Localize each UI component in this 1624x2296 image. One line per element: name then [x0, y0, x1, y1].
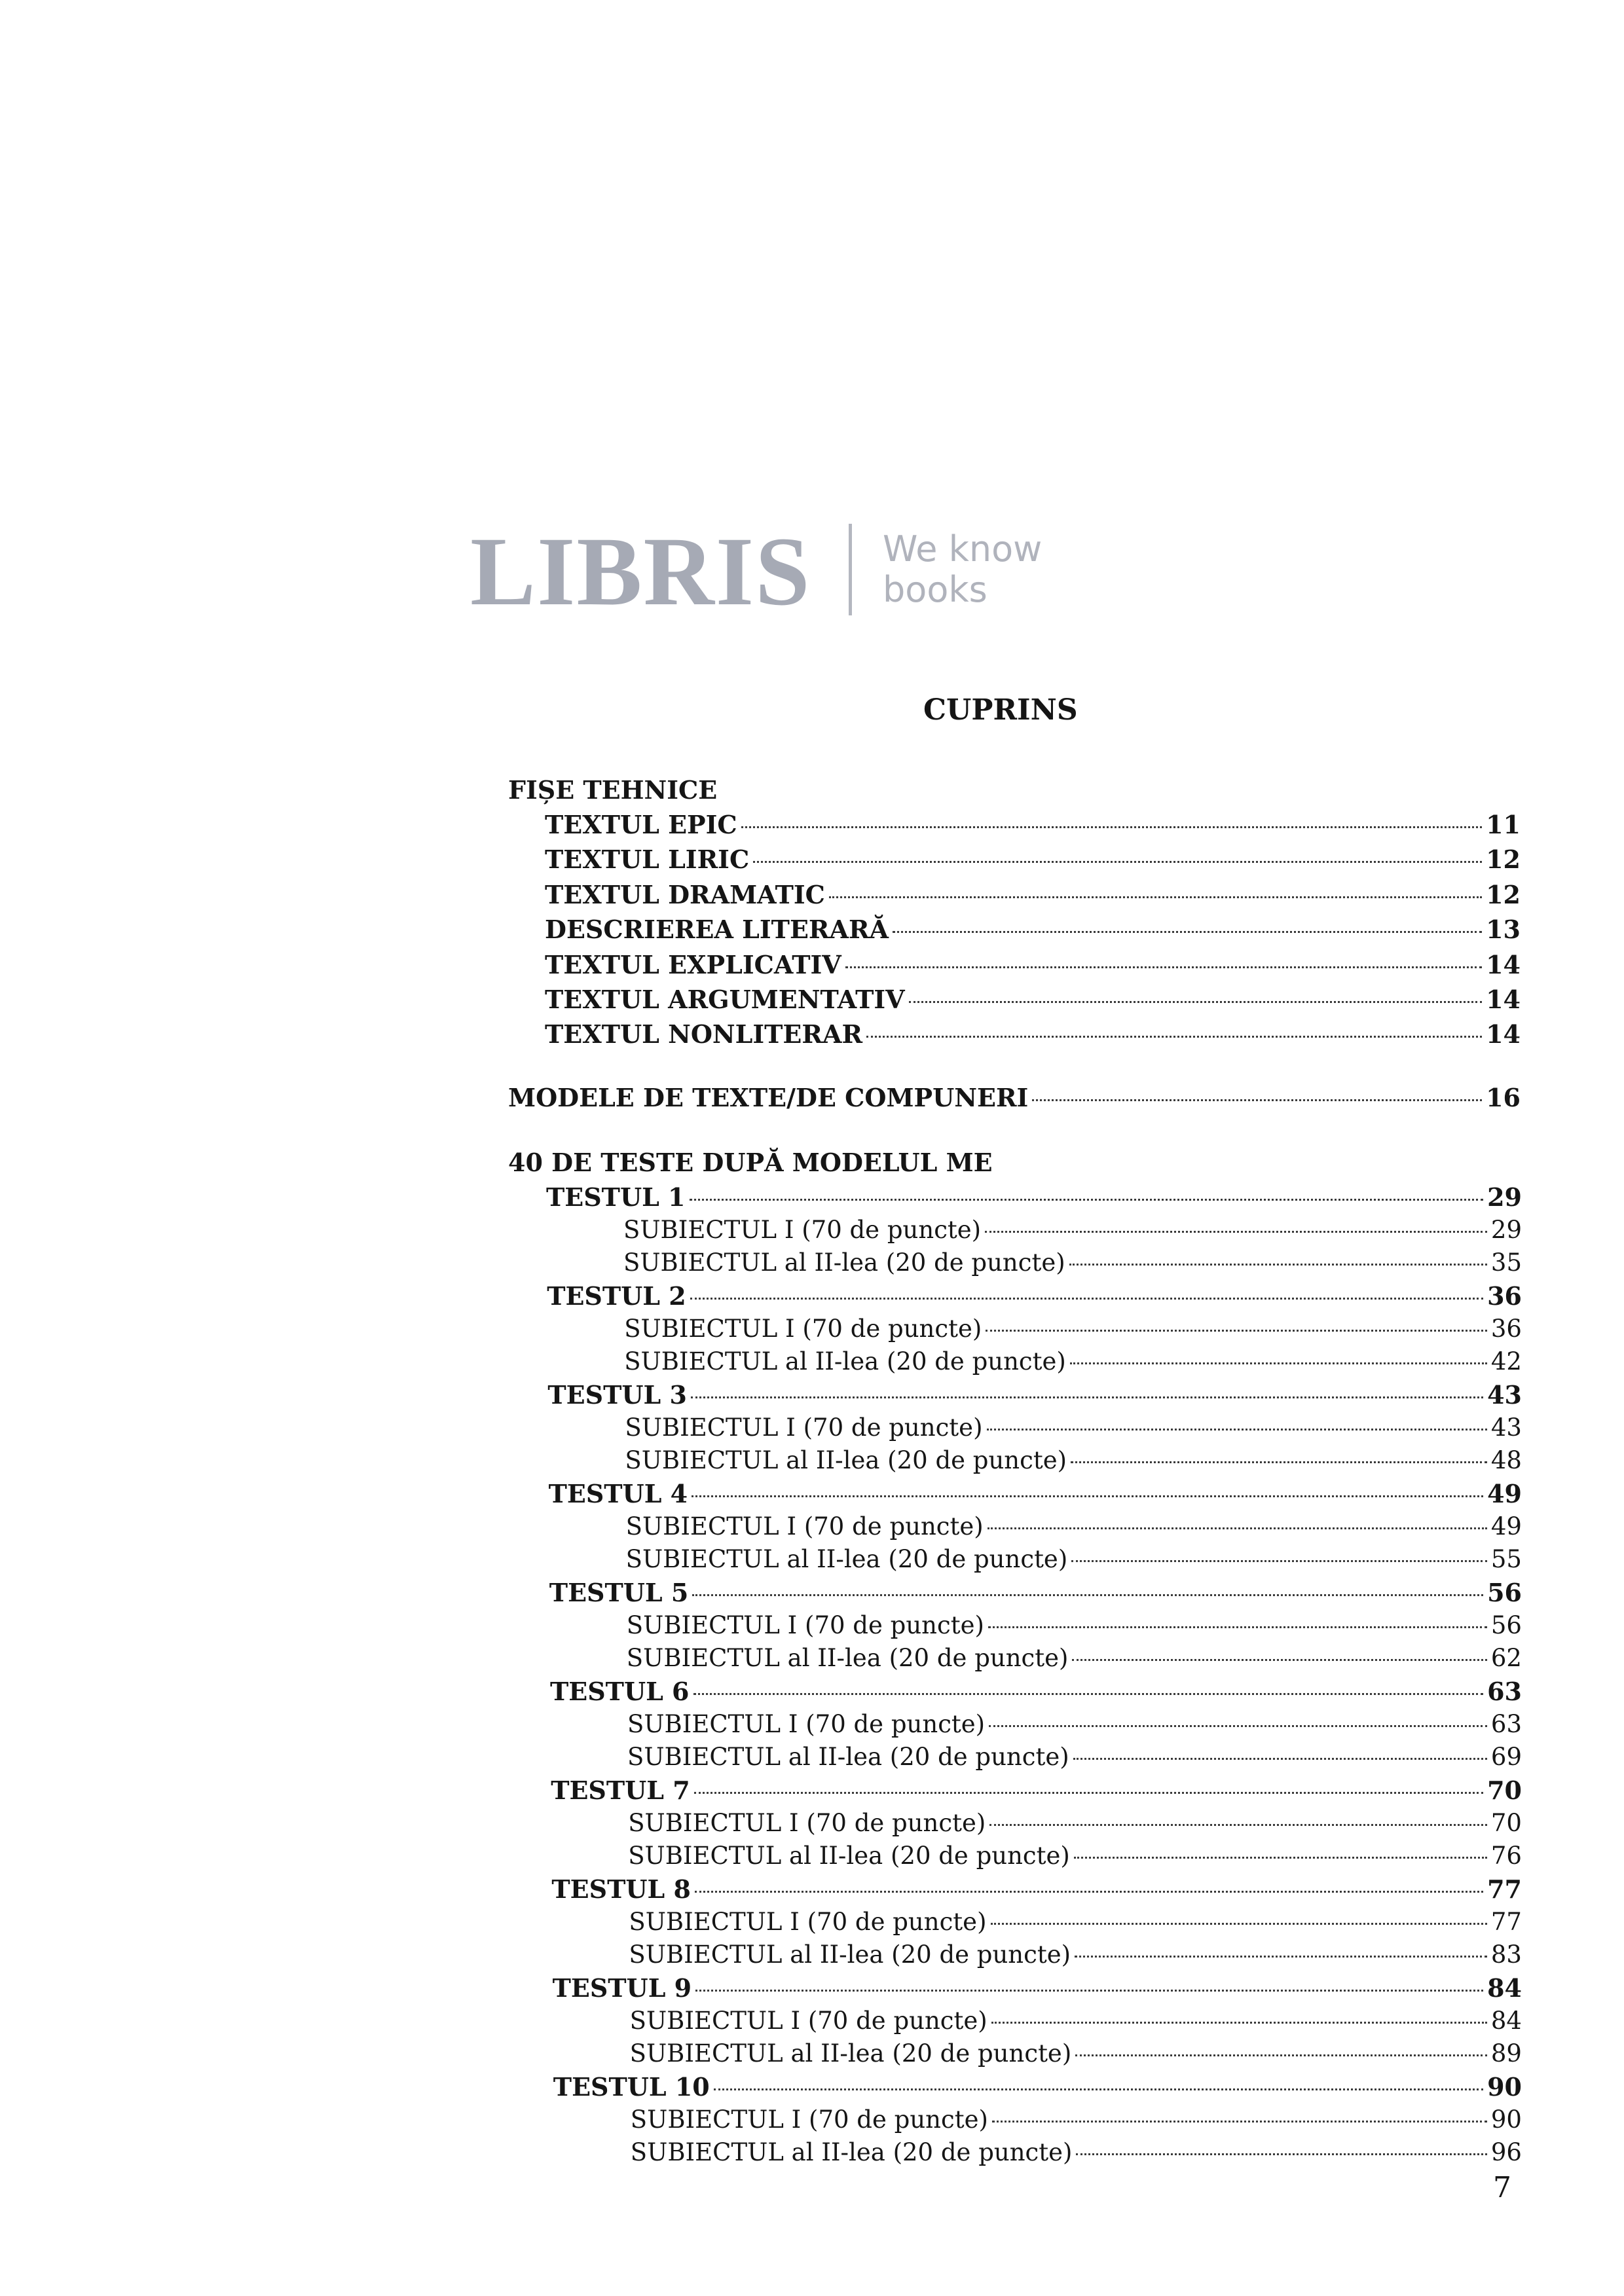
toc-entry-label: TEXTUL LIRIC — [545, 845, 750, 875]
subject-entry-page: 90 — [1490, 2105, 1522, 2134]
subject-entry-label: SUBIECTUL I (70 de puncte) — [630, 2105, 988, 2134]
subject-entry-leader-dots — [1072, 1659, 1486, 1661]
test-entry — [549, 1478, 1522, 1510]
toc-entry — [545, 879, 1521, 911]
subject-entry — [630, 2005, 1522, 2037]
toc-entry — [545, 844, 1521, 875]
logo-tagline-line1: We know — [883, 528, 1043, 570]
subject-entry-leader-dots — [1071, 1461, 1487, 1463]
subject-entry — [630, 2038, 1522, 2069]
subject-entry — [629, 1939, 1522, 1971]
toc-entry-leader-dots — [753, 861, 1482, 863]
test-entry — [546, 1182, 1522, 1213]
test-entry — [553, 2071, 1522, 2103]
subject-entry — [625, 1445, 1522, 1476]
test-entry-page: 63 — [1487, 1677, 1522, 1706]
logo-tagline-line2: books — [883, 569, 987, 610]
toc-entry — [545, 984, 1521, 1015]
subject-entry-page: 62 — [1490, 1644, 1522, 1672]
test-entry-leader-dots — [692, 1495, 1483, 1497]
subject-entry — [626, 1544, 1522, 1575]
subject-entry-leader-dots — [1075, 1956, 1487, 1958]
subject-entry-page: 70 — [1490, 1809, 1522, 1837]
subject-entry-label: SUBIECTUL I (70 de puncte) — [629, 1908, 987, 1936]
subject-entry-page: 84 — [1490, 2007, 1522, 2035]
subject-entry-label: SUBIECTUL I (70 de puncte) — [625, 1413, 983, 1442]
test-entry-page: 56 — [1487, 1578, 1522, 1607]
toc-entry-page: 11 — [1486, 810, 1521, 839]
toc-entry-label: TEXTUL EXPLICATIV — [545, 949, 841, 979]
subject-entry-page: 76 — [1490, 1842, 1522, 1870]
subject-entry-label: SUBIECTUL I (70 de puncte) — [623, 1216, 982, 1244]
subject-entry — [628, 1840, 1522, 1872]
test-entry-label: TESTUL 4 — [548, 1479, 688, 1508]
subject-entry — [627, 1741, 1522, 1773]
subject-entry-label: SUBIECTUL I (70 de puncte) — [626, 1611, 984, 1639]
subject-entry-label: SUBIECTUL al II-lea (20 de puncte) — [624, 1347, 1066, 1376]
toc-entry — [545, 949, 1521, 981]
section-heading-fise-tehnice — [508, 774, 1521, 806]
test-entry — [547, 1281, 1522, 1312]
toc-entry-label: DESCRIEREA LITERARĂ — [545, 915, 889, 945]
subject-entry-leader-dots — [991, 1923, 1487, 1925]
subject-entry-label: SUBIECTUL al II-lea (20 de puncte) — [629, 2039, 1072, 2068]
subject-entry-leader-dots — [1074, 1857, 1487, 1859]
subject-entry — [624, 1346, 1522, 1377]
section-heading-teste-label: 40 DE TESTE DUPĂ MODELUL ME — [508, 1148, 993, 1177]
subject-entry-label: SUBIECTUL I (70 de puncte) — [625, 1512, 984, 1540]
toc-entry-page: 13 — [1486, 915, 1521, 945]
section-heading-fise-tehnice-label: FIȘE TEHNICE — [508, 775, 718, 805]
test-entry-page: 84 — [1487, 1973, 1522, 2003]
subject-entry-page: 69 — [1490, 1743, 1522, 1771]
subject-entry-page: 56 — [1490, 1611, 1522, 1639]
page-number: 7 — [1493, 2171, 1511, 2204]
subject-entry-label: SUBIECTUL I (70 de puncte) — [628, 1809, 986, 1837]
subject-entry-leader-dots — [989, 1725, 1487, 1727]
subject-entry — [628, 1808, 1522, 1839]
toc-entry — [545, 1019, 1521, 1050]
toc-entry-leader-dots — [909, 1001, 1482, 1003]
subject-entry-leader-dots — [1069, 1264, 1487, 1266]
subject-entry-label: SUBIECTUL al II-lea (20 de puncte) — [628, 1842, 1070, 1870]
subject-entry-leader-dots — [987, 1527, 1487, 1529]
subject-entry-label: SUBIECTUL al II-lea (20 de puncte) — [629, 1941, 1071, 1969]
subject-entry-page: 77 — [1490, 1908, 1522, 1936]
toc-entry-page: 14 — [1486, 1019, 1521, 1049]
subject-entry-page: 96 — [1490, 2138, 1522, 2166]
subject-entry-leader-dots — [1075, 2054, 1487, 2056]
subject-entry — [631, 2104, 1522, 2136]
test-entry-leader-dots — [690, 1298, 1483, 1300]
subject-entry — [626, 1511, 1522, 1542]
subject-entry-label: SUBIECTUL al II-lea (20 de puncte) — [626, 1644, 1069, 1672]
section-heading-modele — [508, 1082, 1521, 1114]
section-heading-modele-page: 16 — [1486, 1083, 1521, 1112]
test-entry-leader-dots — [694, 1792, 1483, 1794]
toc-entry-label: TEXTUL DRAMATIC — [545, 879, 825, 909]
subject-entry-label: SUBIECTUL I (70 de puncte) — [627, 1710, 986, 1738]
test-entry — [551, 1874, 1522, 1905]
subject-entry — [631, 2137, 1522, 2168]
test-entry-page: 70 — [1487, 1776, 1522, 1805]
subject-entry-page: 63 — [1490, 1710, 1522, 1738]
subject-entry-leader-dots — [992, 2121, 1487, 2123]
page-title: CUPRINS — [923, 693, 1078, 727]
test-entry — [550, 1676, 1522, 1707]
subject-entry — [627, 1643, 1522, 1674]
test-entry-leader-dots — [695, 1990, 1483, 1992]
toc-entry-page: 14 — [1486, 985, 1521, 1014]
test-entry-leader-dots — [691, 1396, 1483, 1398]
subject-entry-page: 36 — [1490, 1315, 1522, 1343]
test-entry-leader-dots — [690, 1199, 1484, 1201]
logo-wordmark: LIBRIS — [470, 517, 811, 626]
subject-entry-page: 48 — [1490, 1446, 1522, 1474]
test-entry-page: 90 — [1487, 2072, 1522, 2102]
subject-entry-leader-dots — [985, 1231, 1487, 1233]
test-entry-label: TESTUL 9 — [552, 1973, 692, 2003]
toc-entry-leader-dots — [866, 1036, 1482, 1038]
subject-entry-label: SUBIECTUL I (70 de puncte) — [624, 1315, 982, 1343]
subject-entry-leader-dots — [1073, 1758, 1487, 1760]
subject-entry-page: 35 — [1490, 1248, 1522, 1277]
test-entry-label: TESTUL 10 — [553, 2072, 710, 2102]
toc-entry-leader-dots — [829, 896, 1482, 898]
section-heading-modele-leader-dots — [1032, 1099, 1482, 1101]
test-entry-page: 43 — [1487, 1380, 1522, 1410]
subject-entry-page: 83 — [1490, 1941, 1522, 1969]
subject-entry-page: 29 — [1490, 1216, 1522, 1244]
subject-entry — [627, 1709, 1522, 1740]
toc-entry-leader-dots — [893, 931, 1482, 933]
test-entry-leader-dots — [714, 2088, 1483, 2090]
test-entry — [549, 1577, 1522, 1609]
toc-entry-page: 12 — [1486, 879, 1521, 909]
test-entry-leader-dots — [693, 1693, 1484, 1695]
test-entry-label: TESTUL 8 — [551, 1874, 691, 1904]
subject-entry — [629, 1906, 1522, 1938]
test-entry-label: TESTUL 2 — [547, 1281, 686, 1311]
subject-entry — [623, 1247, 1522, 1279]
subject-entry-page: 42 — [1490, 1347, 1522, 1376]
subject-entry-leader-dots — [991, 2022, 1487, 2024]
toc-entry-page: 12 — [1486, 845, 1521, 875]
subject-entry-label: SUBIECTUL al II-lea (20 de puncte) — [625, 1545, 1068, 1573]
subject-entry-page: 55 — [1490, 1545, 1522, 1573]
subject-entry-leader-dots — [1070, 1362, 1487, 1364]
toc-entry — [545, 914, 1521, 945]
toc-entry-page: 14 — [1486, 949, 1521, 979]
test-entry — [547, 1379, 1522, 1411]
subject-entry — [623, 1214, 1522, 1246]
test-entry — [553, 1973, 1522, 2004]
toc-entry — [545, 809, 1521, 841]
test-entry-label: TESTUL 1 — [546, 1182, 686, 1212]
subject-entry — [625, 1412, 1522, 1444]
test-entry-page: 49 — [1487, 1479, 1522, 1508]
subject-entry-label: SUBIECTUL I (70 de puncte) — [629, 2007, 987, 2035]
test-entry-leader-dots — [695, 1891, 1483, 1893]
subject-entry — [627, 1610, 1522, 1641]
subject-entry-label: SUBIECTUL al II-lea (20 de puncte) — [625, 1446, 1067, 1474]
toc-entry-label: TEXTUL ARGUMENTATIV — [545, 985, 905, 1014]
toc-entry-leader-dots — [741, 826, 1482, 828]
test-entry-leader-dots — [692, 1594, 1483, 1596]
toc-entry-label: TEXTUL EPIC — [545, 810, 737, 839]
subject-entry-leader-dots — [986, 1330, 1487, 1332]
test-entry-page: 36 — [1487, 1281, 1522, 1311]
test-entry-label: TESTUL 3 — [547, 1380, 687, 1410]
subject-entry-label: SUBIECTUL al II-lea (20 de puncte) — [623, 1248, 1065, 1277]
subject-entry-page: 49 — [1490, 1512, 1522, 1540]
subject-entry-leader-dots — [987, 1429, 1487, 1430]
section-heading-modele-label: MODELE DE TEXTE/DE COMPUNERI — [508, 1083, 1029, 1112]
test-entry-label: TESTUL 6 — [550, 1677, 690, 1706]
subject-entry-leader-dots — [1076, 2153, 1486, 2155]
toc-entry-leader-dots — [845, 966, 1482, 968]
test-entry — [551, 1775, 1522, 1806]
subject-entry-label: SUBIECTUL al II-lea (20 de puncte) — [630, 2138, 1073, 2166]
subject-entry — [624, 1313, 1522, 1345]
subject-entry-leader-dots — [988, 1626, 1487, 1628]
subject-entry-label: SUBIECTUL al II-lea (20 de puncte) — [627, 1743, 1069, 1771]
subject-entry-leader-dots — [989, 1824, 1487, 1826]
test-entry-page: 77 — [1487, 1874, 1522, 1904]
test-entry-label: TESTUL 5 — [549, 1578, 689, 1607]
section-heading-teste — [508, 1147, 1521, 1178]
test-entry-label: TESTUL 7 — [551, 1776, 690, 1805]
subject-entry-page: 89 — [1490, 2039, 1522, 2068]
toc-entry-label: TEXTUL NONLITERAR — [545, 1019, 863, 1049]
test-entry-page: 29 — [1487, 1182, 1522, 1212]
subject-entry-page: 43 — [1490, 1413, 1522, 1442]
subject-entry-leader-dots — [1071, 1560, 1487, 1562]
